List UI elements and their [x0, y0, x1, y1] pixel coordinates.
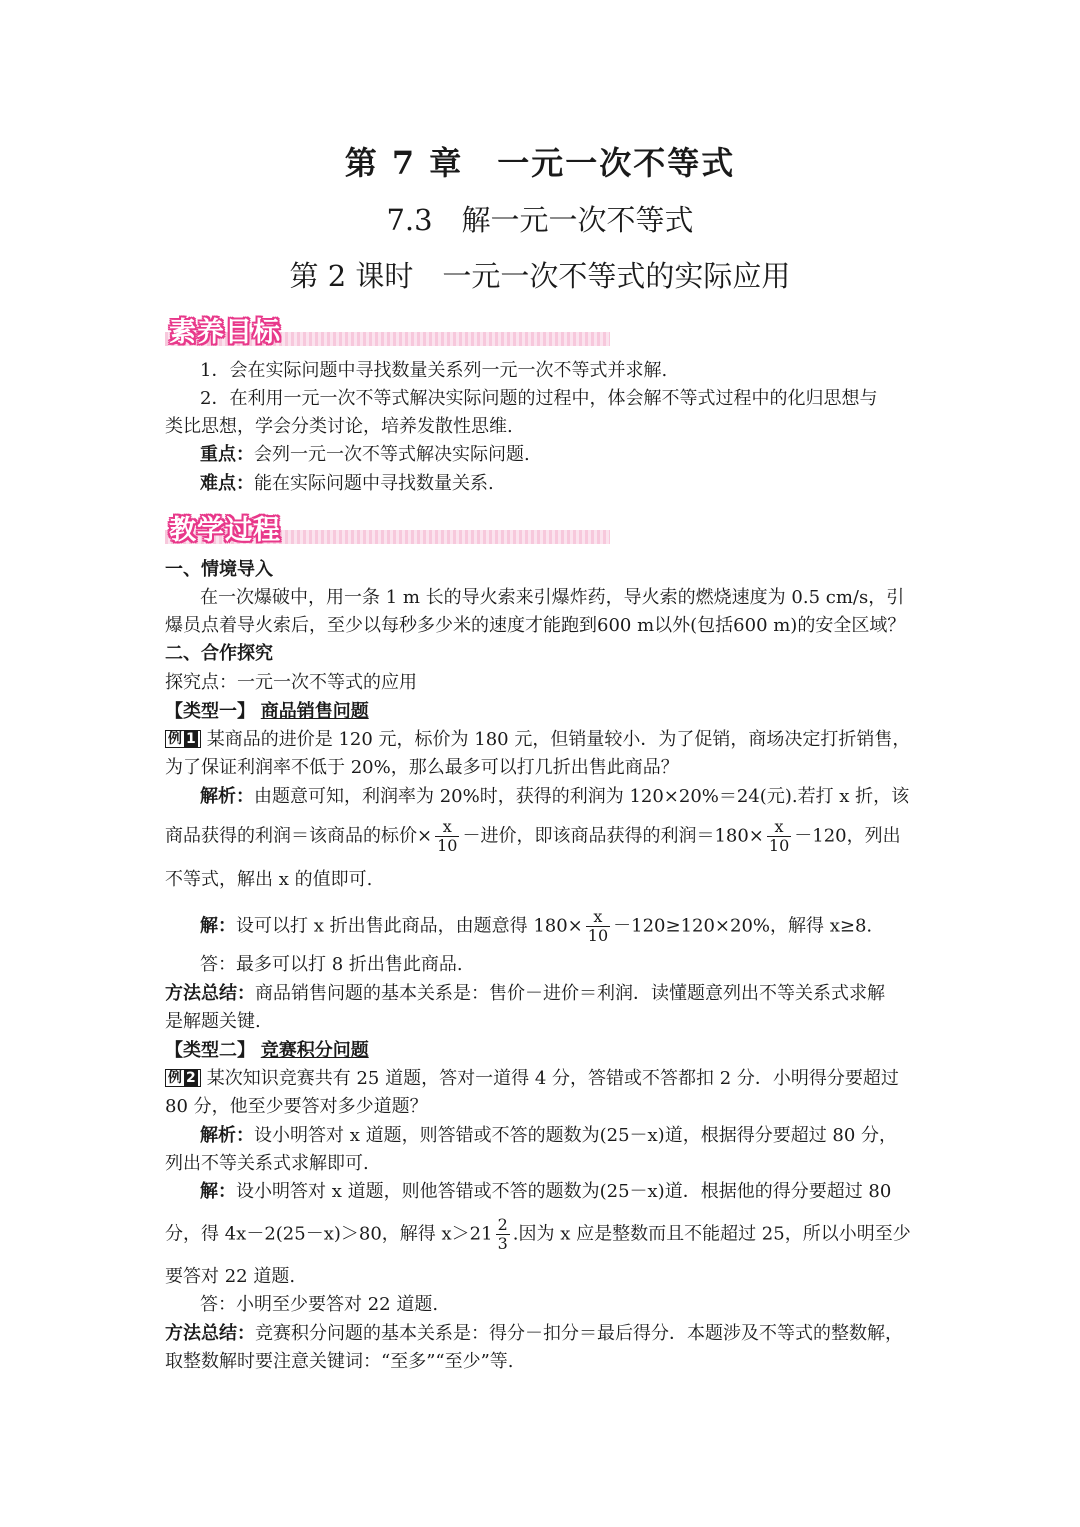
example-1-line-1	[165, 728, 925, 752]
goal-1: 1．会在实际问题中寻找数量关系列一元一次不等式并求解.	[200, 360, 668, 381]
key-text: 会列一元一次不等式解决实际问题.	[254, 444, 530, 465]
example-2-line-2: 80 分，他至少要答对多少道题？	[165, 1096, 428, 1117]
fraction-x-over-10: $\frac{x}{10}$	[587, 907, 609, 945]
explore-point: 探究点：一元一次不等式的应用	[165, 672, 417, 693]
method-summary-2-line-2: 取整数解时要注意关键词：“至多”“至少”等.	[165, 1351, 514, 1372]
analysis-1-line-2: 商品获得的利润＝该商品的标价× $\frac{x}{10}$ －进价，即该商品获得的利润＝180× $\frac{x}{10}$ －120，列出	[165, 817, 901, 855]
fraction-x-over-10: $\frac{x}{10}$	[768, 817, 790, 855]
heading-scenario: 一、情境导入	[165, 559, 273, 580]
answer-1: 答：最多可以打 8 折出售此商品.	[200, 954, 463, 975]
chapter-title: 第 7 章 一元一次不等式	[344, 144, 736, 182]
fraction-2-over-3: $\frac{2}{3}$	[497, 1215, 508, 1253]
example-2-tag: 例 2	[165, 1069, 201, 1087]
lesson-title: 第 2 课时 一元一次不等式的实际应用	[289, 259, 791, 293]
solution-label: 解：	[200, 915, 236, 937]
method-summary-1-line-1: 方法总结：商品销售问题的基本关系是：售价－进价＝利润．读懂题意列出不等关系式求解	[165, 983, 885, 1004]
section-title: 7.3 解一元一次不等式	[386, 203, 694, 237]
analysis-1-text: 由题意可知，利润率为 20%时，获得的利润为 120×20%＝24(元).若打 x 折，该	[254, 786, 910, 807]
scenario-line-2: 爆员点着导火索后，至少以每秒多少米的速度才能跑到600 m以外(包括600 m)的安全区域？	[165, 615, 906, 636]
goal-2-line-1: 2．在利用一元一次不等式解决实际问题的过程中，体会解不等式过程中的化归思想与	[200, 388, 878, 409]
example-1-line-2: 为了保证利润率不低于 20%，那么最多可以打几折出售此商品？	[165, 757, 679, 778]
example-2-line-1: 例 2 某次知识竞赛共有 25 道题，答对一道得 4 分，答错或不答都扣 2 分．小明得分要超过	[165, 1067, 925, 1091]
fraction-x-over-10: $\frac{x}{10}$	[437, 817, 458, 855]
type-1-label: 【类型一】	[165, 701, 255, 722]
goal-2-line-2: 类比思想，学会分类讨论，培养发散性思维.	[165, 416, 513, 437]
analysis-1-line-3: 不等式，解出 x 的值即可.	[165, 869, 373, 890]
goals-banner-text: 素养目标	[169, 317, 281, 348]
type-1-heading	[165, 700, 925, 724]
method-label: 方法总结：	[165, 983, 255, 1004]
method-summary-1-line-2: 是解题关键.	[165, 1011, 261, 1032]
analysis-label: 解析：	[200, 786, 254, 807]
answer-2: 答：小明至少要答对 22 道题.	[200, 1294, 439, 1315]
scenario-line-1: 在一次爆破中，用一条 1 m 长的导火索来引爆炸药，导火索的燃烧速度为 0.5 cm/s，引	[200, 587, 905, 608]
solution-2-line-3: 要答对 22 道题.	[165, 1266, 296, 1287]
process-banner-text: 教学过程	[169, 515, 281, 546]
difficulty-point	[200, 472, 960, 496]
type-2-label: 【类型二】	[165, 1040, 255, 1061]
solution-2-line-2: 分，得 4x－2(25－x)＞80，解得 x＞21 $\frac{2}{3}$ .因为 x 应是整数而且不能超过 25，所以小明至少	[165, 1215, 911, 1253]
goals-banner	[165, 312, 610, 348]
difficulty-label: 难点：	[200, 473, 254, 494]
solution-1: 解：设可以打 x 折出售此商品，由题意得 180× $\frac{x}{10}$ －120≥120×20%，解得 x≥8.	[200, 907, 873, 945]
method-summary-2-line-1: 方法总结：竞赛积分问题的基本关系是：得分－扣分＝最后得分．本题涉及不等式的整数解，	[165, 1323, 903, 1344]
type-1-title: 商品销售问题	[260, 701, 369, 722]
analysis-1-line-1	[200, 785, 960, 809]
analysis-2-line-2: 列出不等关系式求解即可.	[165, 1153, 369, 1174]
type-2-title: 竞赛积分问题	[260, 1040, 369, 1061]
analysis-2-line-1: 解析：设小明答对 x 道题，则答错或不答的题数为(25－x)道，根据得分要超过 80 分，	[200, 1125, 898, 1146]
key-point	[200, 443, 960, 467]
example-1-text: 某商品的进价是 120 元，标价为 180 元，但销量较小．为了促销，商场决定打折销售，	[206, 729, 911, 750]
difficulty-text: 能在实际问题中寻找数量关系.	[254, 473, 494, 494]
process-banner	[165, 510, 610, 546]
heading-explore: 二、合作探究	[165, 643, 273, 664]
solution-2-line-1: 解：设小明答对 x 道题，则他答错或不答的题数为(25－x)道．根据他的得分要超过 80	[200, 1181, 892, 1202]
example-1-tag: 例 1	[165, 730, 201, 748]
key-label: 重点：	[200, 444, 254, 465]
type-2-heading	[165, 1039, 925, 1063]
